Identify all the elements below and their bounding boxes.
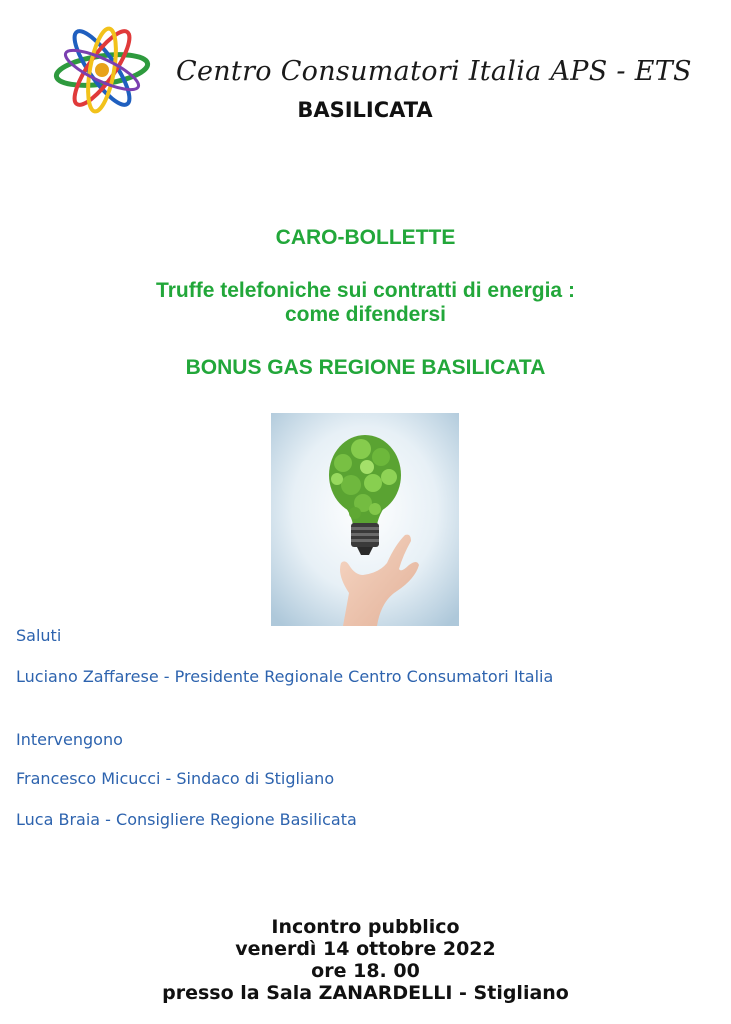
organization-logo	[50, 18, 154, 120]
bonus-title: BONUS GAS REGIONE BASILICATA	[185, 356, 546, 379]
region-name: BASILICATA	[297, 98, 433, 122]
speaker-1: Francesco Micucci - Sindaco di Stigliano	[16, 769, 335, 788]
speaker-2: Luca Braia - Consigliere Regione Basilicata	[16, 810, 357, 829]
subtitle-line-1: Truffe telefoniche sui contratti di energia :	[156, 279, 575, 302]
intervengono-label: Intervengono	[16, 730, 123, 749]
main-title: CARO-BOLLETTE	[275, 226, 456, 249]
green-lightbulb-icon	[271, 413, 459, 626]
atom-logo-icon	[50, 18, 154, 120]
event-time: ore 18. 00	[311, 960, 420, 982]
lightbulb-image	[271, 413, 459, 626]
organization-name: Centro Consumatori Italia APS - ETS	[176, 56, 692, 87]
event-type: Incontro pubblico	[271, 916, 460, 938]
subtitle-line-2: come difendersi	[284, 303, 447, 326]
event-place: presso la Sala ZANARDELLI - Stigliano	[162, 982, 569, 1004]
saluti-speaker: Luciano Zaffarese - Presidente Regionale Centro Consumatori Italia	[16, 667, 554, 686]
saluti-label: Saluti	[16, 626, 62, 645]
event-date: venerdì 14 ottobre 2022	[235, 938, 496, 960]
